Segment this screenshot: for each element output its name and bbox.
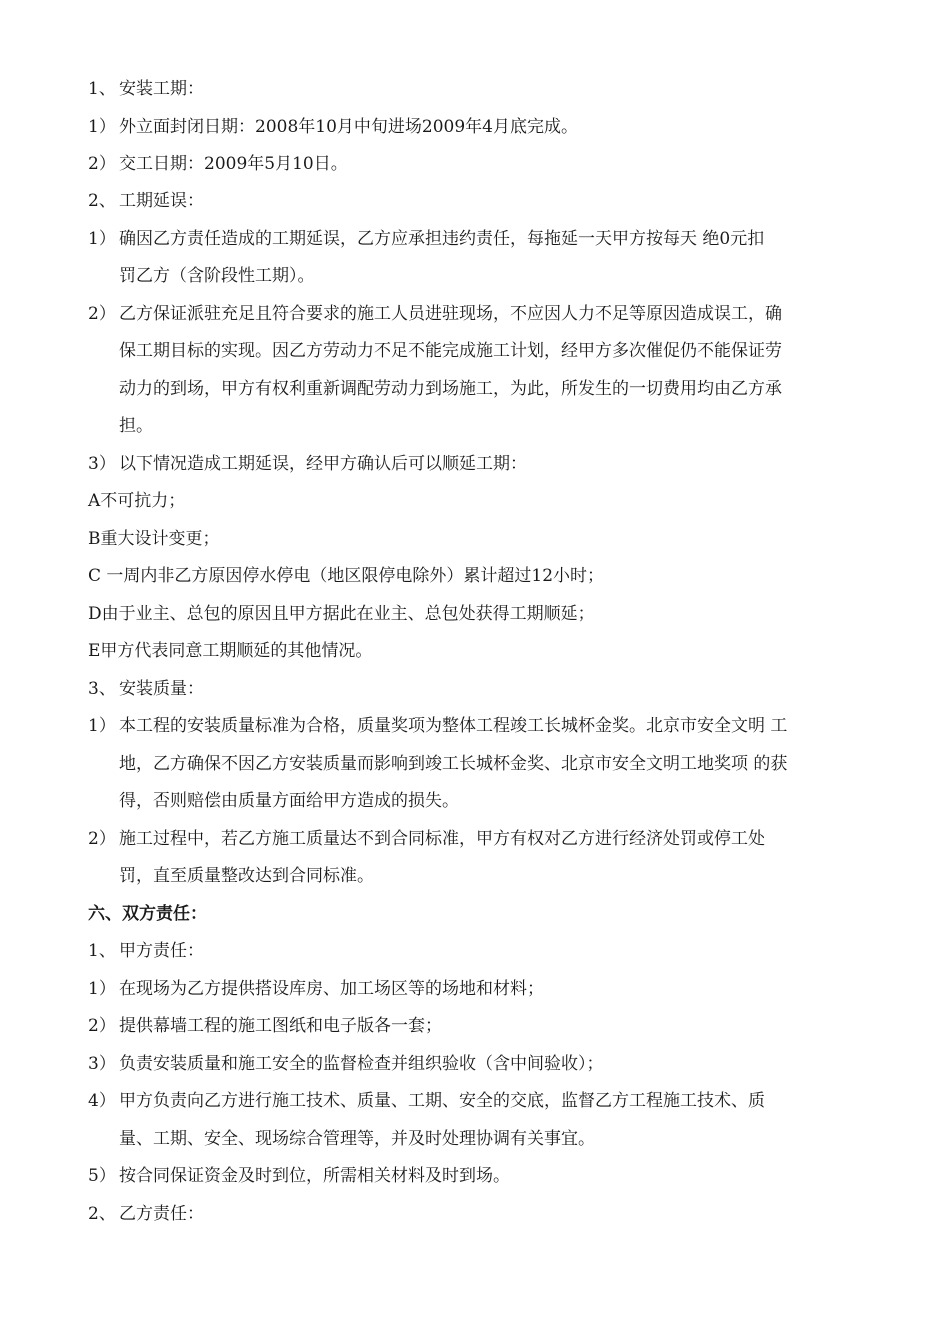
line-22 <box>119 864 374 888</box>
line-19 <box>119 752 787 776</box>
line-text: 乙方保证派驻充足且符合要求的施工人员进驻现场，不应因人力不足等原因造成误工，确 <box>119 304 782 324</box>
list-marker: 1） <box>88 229 116 249</box>
list-marker: 2） <box>88 304 116 324</box>
line-text: 甲方责任： <box>119 941 204 961</box>
line-31 <box>88 1202 204 1226</box>
line-text: 罚，直至质量整改达到合同标准。 <box>119 866 374 886</box>
line-12 <box>88 489 185 513</box>
line-15 <box>88 602 595 626</box>
line-6 <box>119 264 315 288</box>
list-marker: 2） <box>88 829 116 849</box>
line-text: 提供幕墙工程的施工图纸和电子版各一套； <box>119 1016 442 1036</box>
list-marker: 1） <box>88 117 116 137</box>
line-text: 担。 <box>119 416 153 436</box>
line-text: 乙方责任： <box>119 1204 204 1224</box>
line-text: 确因乙方责任造成的工期延误，乙方应承担违约责任，每拖延一天甲方按每天 绝0元扣 <box>119 229 765 249</box>
line-text: 安装工期： <box>119 79 204 99</box>
line-text: 本工程的安装质量标准为合格，质量奖项为整体工程竣工长城杯金奖。北京市安全文明 工 <box>119 716 788 736</box>
line-16 <box>88 639 372 663</box>
list-marker: 1） <box>88 979 116 999</box>
list-marker: 1、 <box>88 941 116 961</box>
line-21 <box>88 827 765 851</box>
line-text: B重大设计变更； <box>88 529 220 549</box>
line-9 <box>119 377 782 401</box>
list-marker: 2、 <box>88 1204 116 1224</box>
line-26 <box>88 1014 442 1038</box>
line-text: 动力的到场，甲方有权利重新调配劳动力到场施工，为此，所发生的一切费用均由乙方承 <box>119 379 782 399</box>
line-20 <box>119 789 459 813</box>
line-11 <box>88 452 527 476</box>
line-text: 安装质量： <box>119 679 204 699</box>
line-text: 以下情况造成工期延误，经甲方确认后可以顺延工期： <box>119 454 527 474</box>
line-29 <box>119 1127 595 1151</box>
line-text: 罚乙方（含阶段性工期）。 <box>119 266 315 286</box>
line-text: 地，乙方确保不因乙方安装质量而影响到竣工长城杯金奖、北京市安全文明工地奖项 的获 <box>119 754 788 774</box>
line-3 <box>88 152 348 176</box>
line-25 <box>88 977 544 1001</box>
line-text: 工期延误： <box>119 191 204 211</box>
list-marker: 2） <box>88 1016 116 1036</box>
line-7 <box>88 302 782 326</box>
line-text: 施工过程中，若乙方施工质量达不到合同标准，甲方有权对乙方进行经济处罚或停工处 <box>119 829 765 849</box>
line-18 <box>88 714 787 738</box>
list-marker: 2、 <box>88 191 116 211</box>
line-text: 保工期目标的实现。因乙方劳动力不足不能完成施工计划，经甲方多次催促仍不能保证劳 <box>119 341 782 361</box>
line-text: 交工日期：2009年5月10日。 <box>119 154 348 174</box>
line-1 <box>88 77 204 101</box>
line-30 <box>88 1164 510 1188</box>
line-4 <box>88 189 204 213</box>
line-2 <box>88 115 578 139</box>
line-text: 负责安装质量和施工安全的监督检查并组织验收（含中间验收）； <box>119 1054 604 1074</box>
line-8 <box>119 339 782 363</box>
line-text: A不可抗力； <box>88 491 186 511</box>
line-17 <box>88 677 204 701</box>
line-text: 外立面封闭日期：2008年10月中旬进场2009年4月底完成。 <box>119 117 578 137</box>
line-text: 甲方负责向乙方进行施工技术、质量、工期、安全的交底，监督乙方工程施工技术、质 <box>119 1091 765 1111</box>
line-text: 按合同保证资金及时到位，所需相关材料及时到场。 <box>119 1166 510 1186</box>
line-text: 得，否则赔偿由质量方面给甲方造成的损失。 <box>119 791 459 811</box>
list-marker: 4） <box>88 1091 116 1111</box>
list-marker: 3） <box>88 454 116 474</box>
line-text: 在现场为乙方提供搭设库房、加工场区等的场地和材料； <box>119 979 544 999</box>
line-text: E甲方代表同意工期顺延的其他情况。 <box>88 641 373 661</box>
line-text: 六、双方责任： <box>88 904 207 924</box>
list-marker: 2） <box>88 154 116 174</box>
list-marker: 5） <box>88 1166 116 1186</box>
list-marker: 3、 <box>88 679 116 699</box>
list-marker: 1） <box>88 716 116 736</box>
line-14 <box>88 564 604 588</box>
line-13 <box>88 527 220 551</box>
line-text: D由于业主、总包的原因且甲方据此在业主、总包处获得工期顺延； <box>88 604 595 624</box>
section-heading <box>88 902 207 926</box>
list-marker: 3） <box>88 1054 116 1074</box>
list-marker: 1、 <box>88 79 116 99</box>
line-27 <box>88 1052 604 1076</box>
line-10 <box>119 414 153 438</box>
line-24 <box>88 939 204 963</box>
line-text: C 一周内非乙方原因停水停电（地区限停电除外）累计超过12小时； <box>88 566 605 586</box>
line-5 <box>88 227 764 251</box>
line-text: 量、工期、安全、现场综合管理等，并及时处理协调有关事宜。 <box>119 1129 595 1149</box>
line-28 <box>88 1089 765 1113</box>
